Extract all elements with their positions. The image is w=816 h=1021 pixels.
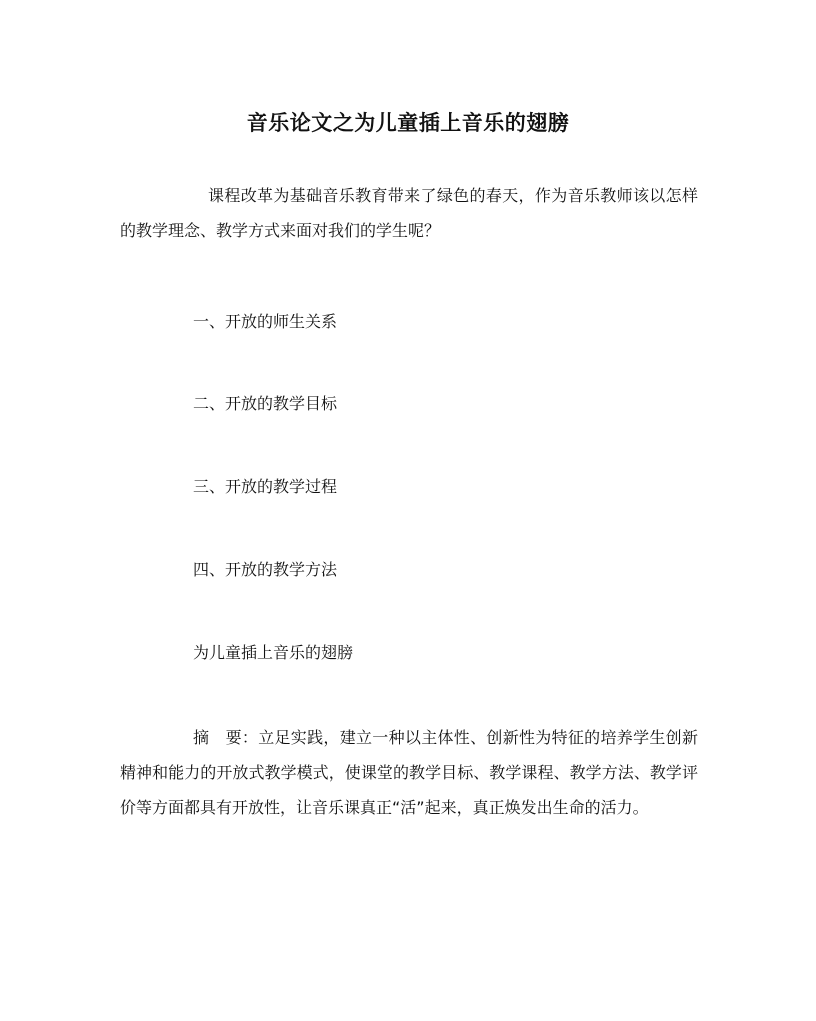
- section-heading-3: 三、开放的教学过程: [193, 477, 338, 496]
- document-title: 音乐论文之为儿童插上音乐的翅膀: [246, 110, 570, 135]
- section-heading-4: 四、开放的教学方法: [193, 560, 338, 579]
- abstract-paragraph: [120, 720, 698, 825]
- subtitle-heading: 为儿童插上音乐的翅膀: [193, 643, 354, 662]
- section-heading-2: 二、开放的教学目标: [193, 394, 338, 413]
- abstract-text: 立足实践，建立一种以主体性、创新性为特征的培养学生创新精神和能力的开放式教学模式，使课堂的教学目标、教学课程、教学方法、教学评价等方面都具有开放性，让音乐课真正“活”起来，真正焕发出生命的活力。: [120, 728, 698, 817]
- section-heading-1: 一、开放的师生关系: [193, 312, 338, 331]
- abstract-label: 摘 要：: [193, 728, 259, 747]
- intro-paragraph: 课程改革为基础音乐教育带来了绿色的春天，作为音乐教师该以怎样的教学理念、教学方式来面对我们的学生呢？: [120, 186, 698, 240]
